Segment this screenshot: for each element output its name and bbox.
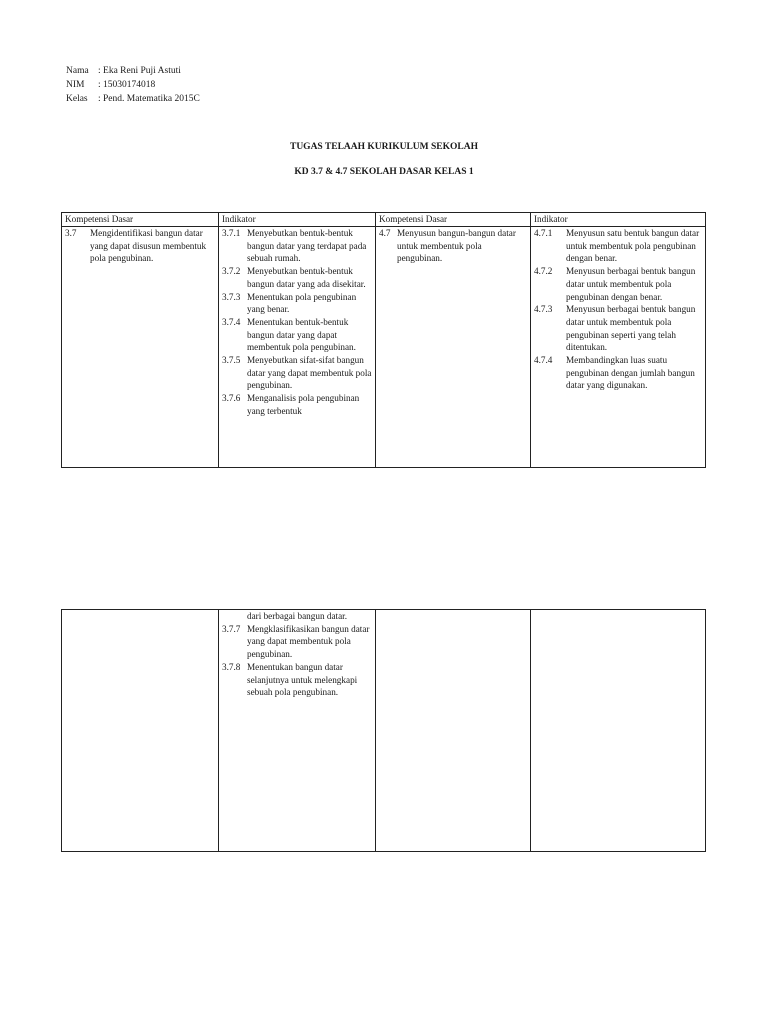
header-kd3: Kompetensi Dasar	[62, 213, 219, 227]
indicator-text: Membandingkan luas suatu pengubinan dengan jumlah bangun datar yang digunakan.	[566, 355, 695, 391]
table-row	[62, 610, 706, 852]
indicator-number: 3.7.3	[222, 291, 241, 302]
indicator-item	[222, 392, 372, 417]
kd3-item	[65, 227, 215, 265]
indicator-item	[534, 303, 702, 354]
indicator-number: 3.7.7	[222, 623, 241, 634]
indicator-text: Menentukan bentuk-bentuk bangun datar yang dapat membentuk pola pengubinan.	[247, 316, 356, 353]
indicator-item	[222, 354, 372, 392]
indicator-text: Menyebutkan sifat-sifat bangun datar yang dapat membentuk pola pengubinan.	[247, 355, 372, 391]
indikator4-cell-empty	[531, 610, 706, 852]
indicator-item	[222, 316, 372, 354]
nim-row	[66, 78, 200, 92]
nim-value: : 15030174018	[98, 80, 156, 90]
indicator-item	[534, 354, 702, 392]
name-value: : Eka Reni Puji Astuti	[98, 66, 181, 76]
indicator-number: 3.7.8	[222, 661, 241, 672]
header-indikator4: Indikator	[531, 213, 706, 227]
indicator-text: Mengklasifikasikan bangun datar yang dapat membentuk pola pengubinan.	[247, 623, 370, 660]
kd4-item	[379, 227, 527, 265]
indicator-number: 4.7.3	[534, 304, 553, 315]
nim-key: NIM	[66, 80, 85, 90]
table-row	[62, 227, 706, 468]
indicator-text: Menyebutkan bentuk-bentuk bangun datar yang terdapat pada sebuah rumah.	[247, 228, 367, 264]
kd3-cell-empty	[62, 610, 219, 852]
indicator-number: 3.7.5	[222, 355, 241, 366]
kd4-cell	[376, 227, 531, 468]
indicator-number: 3.7.2	[222, 266, 241, 277]
name-row	[66, 64, 200, 78]
indicator-text: Menentukan pola pengubinan yang benar.	[247, 291, 357, 315]
document-subtitle: KD 3.7 & 4.7 SEKOLAH DASAR KELAS 1	[294, 167, 474, 177]
indicator-number: 3.7.4	[222, 316, 241, 327]
indicator-number: 4.7.4	[534, 355, 553, 366]
header-kd4: Kompetensi Dasar	[376, 213, 531, 227]
kd-table	[61, 212, 706, 468]
indicator-item	[222, 227, 372, 265]
class-row	[66, 92, 200, 106]
header-indikator3: Indikator	[219, 213, 376, 227]
indicator-item	[534, 265, 702, 303]
indicator-text: Menentukan bangun datar selanjutnya untuk melengkapi sebuah pola pengubinan.	[247, 661, 358, 698]
indicator-continuation: dari berbagai bangun datar.	[247, 611, 347, 621]
kd3-text: Mengidentifikasi bangun datar yang dapat disusun membentuk pola pengubinan.	[90, 228, 207, 264]
kd4-cell-empty	[376, 610, 531, 852]
name-key: Nama	[66, 66, 89, 76]
indicator-text: Menganalisis pola pengubinan yang terbentuk	[247, 393, 360, 416]
indicator-item	[222, 623, 372, 661]
kd3-cell	[62, 227, 219, 468]
indicator-number: 3.7.1	[222, 228, 241, 238]
indicator-item	[222, 291, 372, 316]
kd3-number: 3.7	[65, 228, 77, 238]
indicator-item	[534, 227, 702, 265]
indicator-number: 4.7.2	[534, 266, 553, 277]
indikator3-cell-continued	[219, 610, 376, 852]
class-key: Kelas	[66, 94, 88, 104]
indicator-item	[222, 265, 372, 290]
indicator-text: Menyusun satu bentuk bangun datar untuk membentuk pola pengubinan dengan benar.	[566, 228, 700, 264]
indicator-number: 4.7.1	[534, 228, 553, 238]
indicator-text: Menyebutkan bentuk-bentuk bangun datar yang ada disekitar.	[247, 266, 366, 289]
table-header-row	[62, 213, 706, 227]
kd-table-continued	[61, 609, 706, 852]
class-value: : Pend. Matematika 2015C	[98, 94, 200, 104]
indikator3-cell	[219, 227, 376, 468]
indicator-item	[222, 661, 372, 699]
indicator-number: 3.7.6	[222, 393, 241, 404]
kd4-number: 4.7	[379, 228, 391, 238]
kd4-text: Menyusun bangun-bangun datar untuk membentuk pola pengubinan.	[397, 228, 516, 264]
identity-block	[66, 64, 200, 106]
indikator4-cell	[531, 227, 706, 468]
indicator-text: Menyusun berbagai bentuk bangun datar untuk membentuk pola pengubinan dengan benar.	[566, 266, 696, 302]
document-title: TUGAS TELAAH KURIKULUM SEKOLAH	[289, 142, 478, 152]
indicator-text: Menyusun berbagai bentuk bangun datar untuk membentuk pola pengubinan seperti yang telah ditentukan.	[566, 304, 696, 353]
